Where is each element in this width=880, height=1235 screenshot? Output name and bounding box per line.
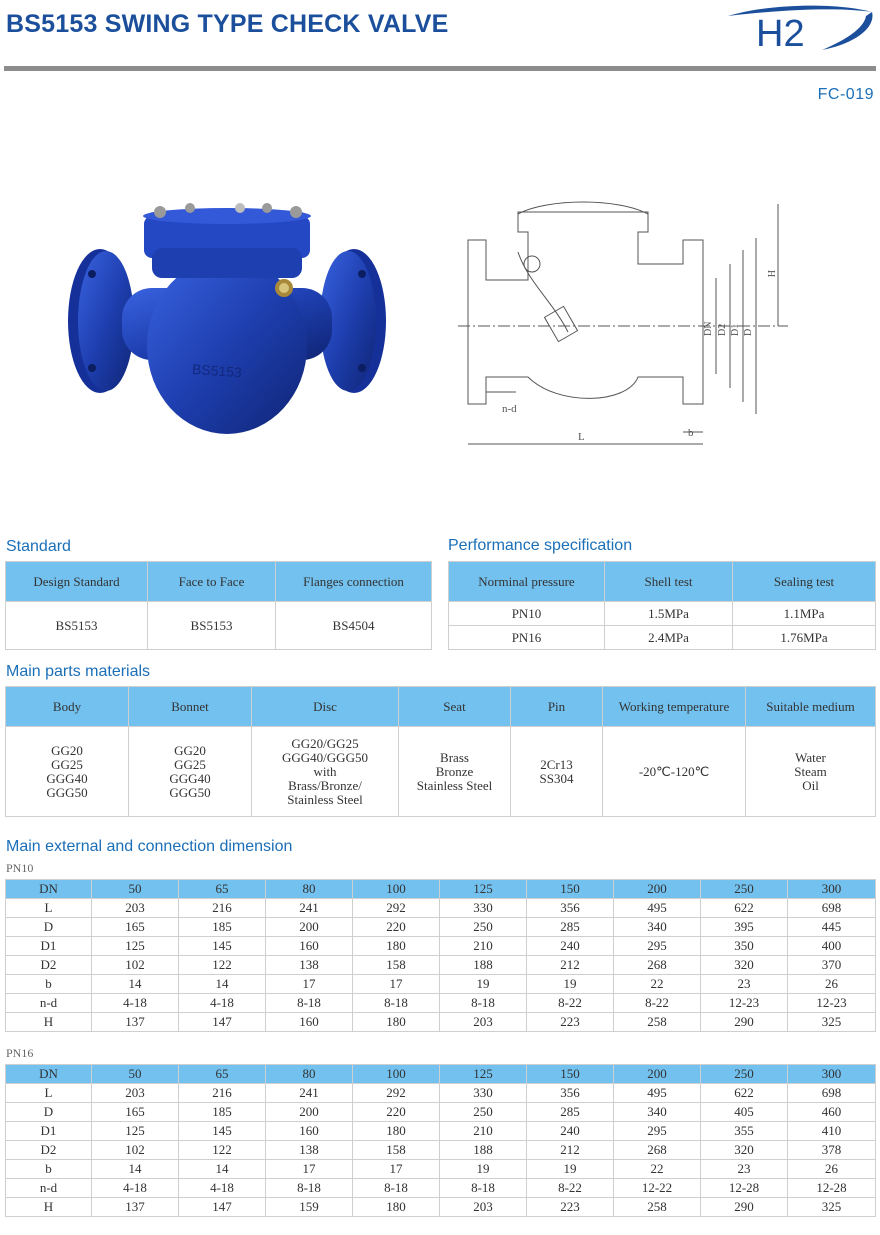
dimension-cell: 300	[788, 1065, 876, 1084]
dimension-row-label: D1	[6, 1122, 92, 1141]
brand-logo	[726, 2, 876, 54]
dimension-cell: 80	[266, 1065, 353, 1084]
dimension-cell: 138	[266, 1141, 353, 1160]
performance-cell: 1.1MPa	[733, 602, 876, 626]
dimension-cell: 14	[92, 1160, 179, 1179]
dimension-cell: 300	[788, 880, 876, 899]
dimension-cell: 8-18	[266, 1179, 353, 1198]
dimension-cell: 356	[527, 899, 614, 918]
dimension-cell: 8-22	[527, 994, 614, 1013]
dimension-cell: 355	[701, 1122, 788, 1141]
dimension-header-row	[6, 880, 876, 899]
dimension-cell: 200	[266, 1103, 353, 1122]
performance-cell: 2.4MPa	[605, 626, 733, 650]
dimension-cell: 102	[92, 956, 179, 975]
dimension-cell: 22	[614, 1160, 701, 1179]
standard-value-cell: BS4504	[276, 602, 432, 650]
svg-text:L: L	[578, 431, 585, 443]
header-divider	[4, 66, 876, 71]
dimension-cell: 19	[527, 975, 614, 994]
dimension-cell: 65	[179, 1065, 266, 1084]
dimension-cell: 122	[179, 1141, 266, 1160]
table-row	[6, 1122, 876, 1141]
dimension-cell: 12-28	[788, 1179, 876, 1198]
dimension-cell: 23	[701, 975, 788, 994]
dimension-cell: 622	[701, 1084, 788, 1103]
dimension-cell: 19	[440, 1160, 527, 1179]
performance-cell: PN10	[449, 602, 605, 626]
svg-text:n-d: n-d	[502, 403, 517, 415]
performance-cell: PN16	[449, 626, 605, 650]
table-row	[6, 1084, 876, 1103]
dimension-cell: 158	[353, 1141, 440, 1160]
dimension-row-label: L	[6, 1084, 92, 1103]
dimension-cell: 212	[527, 956, 614, 975]
dimension-cell: 8-18	[353, 1179, 440, 1198]
standard-header-cell: Design Standard	[6, 562, 148, 602]
dimension-cell: 250	[701, 880, 788, 899]
dimension-cell: 50	[92, 1065, 179, 1084]
page-title: BS5153 SWING TYPE CHECK VALVE	[6, 10, 449, 38]
dimension-cell: 325	[788, 1198, 876, 1217]
materials-header-cell: Disc	[252, 687, 399, 727]
dimension-cell: 622	[701, 899, 788, 918]
materials-temperature-cell: -20℃-120℃	[603, 727, 746, 817]
dimension-cell: 159	[266, 1198, 353, 1217]
dimension-cell: 100	[353, 880, 440, 899]
dimension-cell: 203	[92, 1084, 179, 1103]
standard-header-cell: Face to Face	[148, 562, 276, 602]
dimension-cell: 17	[266, 975, 353, 994]
table-row	[6, 1013, 876, 1032]
dimension-cell: 26	[788, 975, 876, 994]
dimension-cell: 8-22	[614, 994, 701, 1013]
dimension-cell: 410	[788, 1122, 876, 1141]
table-row	[6, 994, 876, 1013]
dimension-cell: 370	[788, 956, 876, 975]
materials-header-cell: Suitable medium	[746, 687, 876, 727]
dimension-cell: 340	[614, 1103, 701, 1122]
dimension-cell: 165	[92, 1103, 179, 1122]
dimension-cell: 12-23	[788, 994, 876, 1013]
materials-section-title: Main parts materials	[6, 663, 151, 680]
table-row	[6, 1141, 876, 1160]
dimension-cell: 165	[92, 918, 179, 937]
dimension-cell: 8-18	[266, 994, 353, 1013]
dimension-cell: 356	[527, 1084, 614, 1103]
dimension-cell: 330	[440, 1084, 527, 1103]
valve-photo	[62, 196, 392, 446]
dimension-cell: 203	[440, 1013, 527, 1032]
dimension-cell: 50	[92, 880, 179, 899]
dimension-cell: 203	[92, 899, 179, 918]
dimension-cell: 258	[614, 1198, 701, 1217]
pn16-label: PN16	[6, 1046, 34, 1060]
dimension-cell: 17	[353, 1160, 440, 1179]
dimension-cell: 405	[701, 1103, 788, 1122]
dimension-cell: 19	[527, 1160, 614, 1179]
performance-header-cell: Sealing test	[733, 562, 876, 602]
dimension-cell: 180	[353, 1122, 440, 1141]
dimension-cell: 14	[179, 975, 266, 994]
dimension-row-label: DN	[6, 880, 92, 899]
svg-text:D1: D1	[730, 323, 741, 336]
dimension-cell: 292	[353, 1084, 440, 1103]
dimension-cell: 158	[353, 956, 440, 975]
pn10-label: PN10	[6, 861, 34, 875]
standard-header-cell: Flanges connection	[276, 562, 432, 602]
standard-section-title: Standard	[6, 538, 71, 555]
dimension-cell: 180	[353, 937, 440, 956]
dimension-cell: 292	[353, 899, 440, 918]
dimension-header-row	[6, 1065, 876, 1084]
pn10-dimension-table	[5, 879, 876, 1032]
dimension-cell: 125	[92, 937, 179, 956]
dimension-cell: 147	[179, 1013, 266, 1032]
table-row	[6, 975, 876, 994]
dimension-cell: 210	[440, 1122, 527, 1141]
dimension-cell: 19	[440, 975, 527, 994]
dimension-drawing	[458, 192, 788, 454]
dimension-row-label: H	[6, 1013, 92, 1032]
dimension-cell: 223	[527, 1013, 614, 1032]
dimension-row-label: D	[6, 1103, 92, 1122]
dimension-cell: 325	[788, 1013, 876, 1032]
dimension-cell: 320	[701, 1141, 788, 1160]
dimension-cell: 150	[527, 1065, 614, 1084]
dimension-cell: 495	[614, 1084, 701, 1103]
dimension-cell: 460	[788, 1103, 876, 1122]
dimension-cell: 295	[614, 1122, 701, 1141]
table-row	[6, 956, 876, 975]
materials-disc-cell: GG20/GG25 GGG40/GGG50 with Brass/Bronze/ Stainless Steel	[252, 727, 399, 817]
dimension-cell: 241	[266, 899, 353, 918]
dimension-cell: 212	[527, 1141, 614, 1160]
dimension-cell: 698	[788, 1084, 876, 1103]
materials-header-cell: Seat	[399, 687, 511, 727]
dimension-cell: 137	[92, 1198, 179, 1217]
dimension-cell: 180	[353, 1013, 440, 1032]
dimension-cell: 4-18	[179, 994, 266, 1013]
dimension-row-label: n-d	[6, 994, 92, 1013]
dimension-cell: 268	[614, 1141, 701, 1160]
model-code: FC-019	[817, 86, 874, 103]
dimension-cell: 12-28	[701, 1179, 788, 1198]
standard-value-cell: BS5153	[148, 602, 276, 650]
dimension-cell: 290	[701, 1013, 788, 1032]
dimension-cell: 8-18	[440, 1179, 527, 1198]
dimension-cell: 4-18	[92, 1179, 179, 1198]
dimension-cell: 220	[353, 918, 440, 937]
dimension-row-label: H	[6, 1198, 92, 1217]
table-row	[6, 1160, 876, 1179]
table-row	[6, 899, 876, 918]
dimension-cell: 17	[266, 1160, 353, 1179]
dimension-cell: 147	[179, 1198, 266, 1217]
dimension-cell: 150	[527, 880, 614, 899]
dimension-cell: 14	[179, 1160, 266, 1179]
performance-table	[448, 561, 876, 650]
materials-header-cell: Bonnet	[129, 687, 252, 727]
table-row	[6, 1179, 876, 1198]
dimension-cell: 23	[701, 1160, 788, 1179]
dimension-cell: 200	[266, 918, 353, 937]
dimension-row-label: b	[6, 1160, 92, 1179]
table-row	[6, 1198, 876, 1217]
dimension-cell: 160	[266, 937, 353, 956]
dimension-cell: 4-18	[92, 994, 179, 1013]
dimension-cell: 250	[701, 1065, 788, 1084]
dimension-cell: 268	[614, 956, 701, 975]
dimension-cell: 125	[440, 1065, 527, 1084]
dimension-cell: 185	[179, 918, 266, 937]
dimension-cell: 137	[92, 1013, 179, 1032]
dimension-cell: 100	[353, 1065, 440, 1084]
performance-section-title: Performance specification	[448, 537, 633, 554]
dimension-row-label: L	[6, 899, 92, 918]
dimension-cell: 22	[614, 975, 701, 994]
materials-header-cell: Pin	[511, 687, 603, 727]
materials-medium-cell: Water Steam Oil	[746, 727, 876, 817]
dimension-cell: 250	[440, 918, 527, 937]
dimension-cell: 122	[179, 956, 266, 975]
svg-text:DN: DN	[703, 321, 714, 336]
materials-table	[5, 686, 876, 817]
dimension-cell: 17	[353, 975, 440, 994]
performance-header-cell: Norminal pressure	[449, 562, 605, 602]
dimension-cell: 138	[266, 956, 353, 975]
table-row	[6, 937, 876, 956]
table-row	[6, 918, 876, 937]
dimension-cell: 185	[179, 1103, 266, 1122]
dimension-cell: 495	[614, 899, 701, 918]
logo-text: H2	[756, 13, 805, 54]
dimension-cell: 223	[527, 1198, 614, 1217]
dimension-cell: 200	[614, 1065, 701, 1084]
dimension-row-label: b	[6, 975, 92, 994]
dimension-cell: 285	[527, 1103, 614, 1122]
performance-cell: 1.5MPa	[605, 602, 733, 626]
dimension-cell: 395	[701, 918, 788, 937]
dimension-cell: 8-22	[527, 1179, 614, 1198]
materials-header-cell: Working temperature	[603, 687, 746, 727]
dimension-cell: 203	[440, 1198, 527, 1217]
dimension-cell: 241	[266, 1084, 353, 1103]
dimension-cell: 220	[353, 1103, 440, 1122]
svg-text:D: D	[743, 328, 754, 336]
svg-text:b: b	[688, 427, 694, 439]
dimension-cell: 12-23	[701, 994, 788, 1013]
dimension-cell: 125	[92, 1122, 179, 1141]
dimension-cell: 400	[788, 937, 876, 956]
dimension-cell: 285	[527, 918, 614, 937]
svg-text:BS5153: BS5153	[191, 360, 243, 381]
dimension-cell: 160	[266, 1013, 353, 1032]
dimension-cell: 445	[788, 918, 876, 937]
dimension-cell: 8-18	[353, 994, 440, 1013]
dimension-row-label: D2	[6, 956, 92, 975]
dimension-cell: 8-18	[440, 994, 527, 1013]
dimension-cell: 125	[440, 880, 527, 899]
dimension-cell: 295	[614, 937, 701, 956]
dimension-cell: 80	[266, 880, 353, 899]
dimension-cell: 145	[179, 1122, 266, 1141]
dimension-cell: 188	[440, 956, 527, 975]
materials-bonnet-cell: GG20 GG25 GGG40 GGG50	[129, 727, 252, 817]
materials-header-cell: Body	[6, 687, 129, 727]
dimension-cell: 160	[266, 1122, 353, 1141]
dimension-cell: 240	[527, 937, 614, 956]
standard-value-cell: BS5153	[6, 602, 148, 650]
svg-text:H: H	[765, 270, 776, 278]
dimension-cell: 4-18	[179, 1179, 266, 1198]
dimension-cell: 340	[614, 918, 701, 937]
pn16-dimension-table	[5, 1064, 876, 1217]
table-row	[6, 1103, 876, 1122]
dimension-cell: 26	[788, 1160, 876, 1179]
dimension-cell: 188	[440, 1141, 527, 1160]
dimension-cell: 698	[788, 899, 876, 918]
svg-text:D2: D2	[717, 323, 728, 336]
dimension-cell: 200	[614, 880, 701, 899]
dimension-cell: 350	[701, 937, 788, 956]
dimension-cell: 250	[440, 1103, 527, 1122]
materials-pin-cell: 2Cr13 SS304	[511, 727, 603, 817]
dimension-row-label: D2	[6, 1141, 92, 1160]
dimension-cell: 102	[92, 1141, 179, 1160]
dimension-cell: 65	[179, 880, 266, 899]
dimension-row-label: n-d	[6, 1179, 92, 1198]
dimension-cell: 378	[788, 1141, 876, 1160]
dimension-section-title: Main external and connection dimension	[6, 838, 293, 855]
dimension-cell: 12-22	[614, 1179, 701, 1198]
standard-table	[5, 561, 432, 650]
dimension-cell: 210	[440, 937, 527, 956]
materials-seat-cell: Brass Bronze Stainless Steel	[399, 727, 511, 817]
performance-cell: 1.76MPa	[733, 626, 876, 650]
dimension-row-label: D	[6, 918, 92, 937]
dimension-cell: 258	[614, 1013, 701, 1032]
dimension-row-label: D1	[6, 937, 92, 956]
materials-body-cell: GG20 GG25 GGG40 GGG50	[6, 727, 129, 817]
dimension-cell: 216	[179, 899, 266, 918]
dimension-row-label: DN	[6, 1065, 92, 1084]
dimension-cell: 330	[440, 899, 527, 918]
dimension-cell: 240	[527, 1122, 614, 1141]
dimension-cell: 320	[701, 956, 788, 975]
dimension-cell: 180	[353, 1198, 440, 1217]
dimension-cell: 145	[179, 937, 266, 956]
performance-header-cell: Shell test	[605, 562, 733, 602]
dimension-cell: 14	[92, 975, 179, 994]
dimension-cell: 216	[179, 1084, 266, 1103]
dimension-cell: 290	[701, 1198, 788, 1217]
